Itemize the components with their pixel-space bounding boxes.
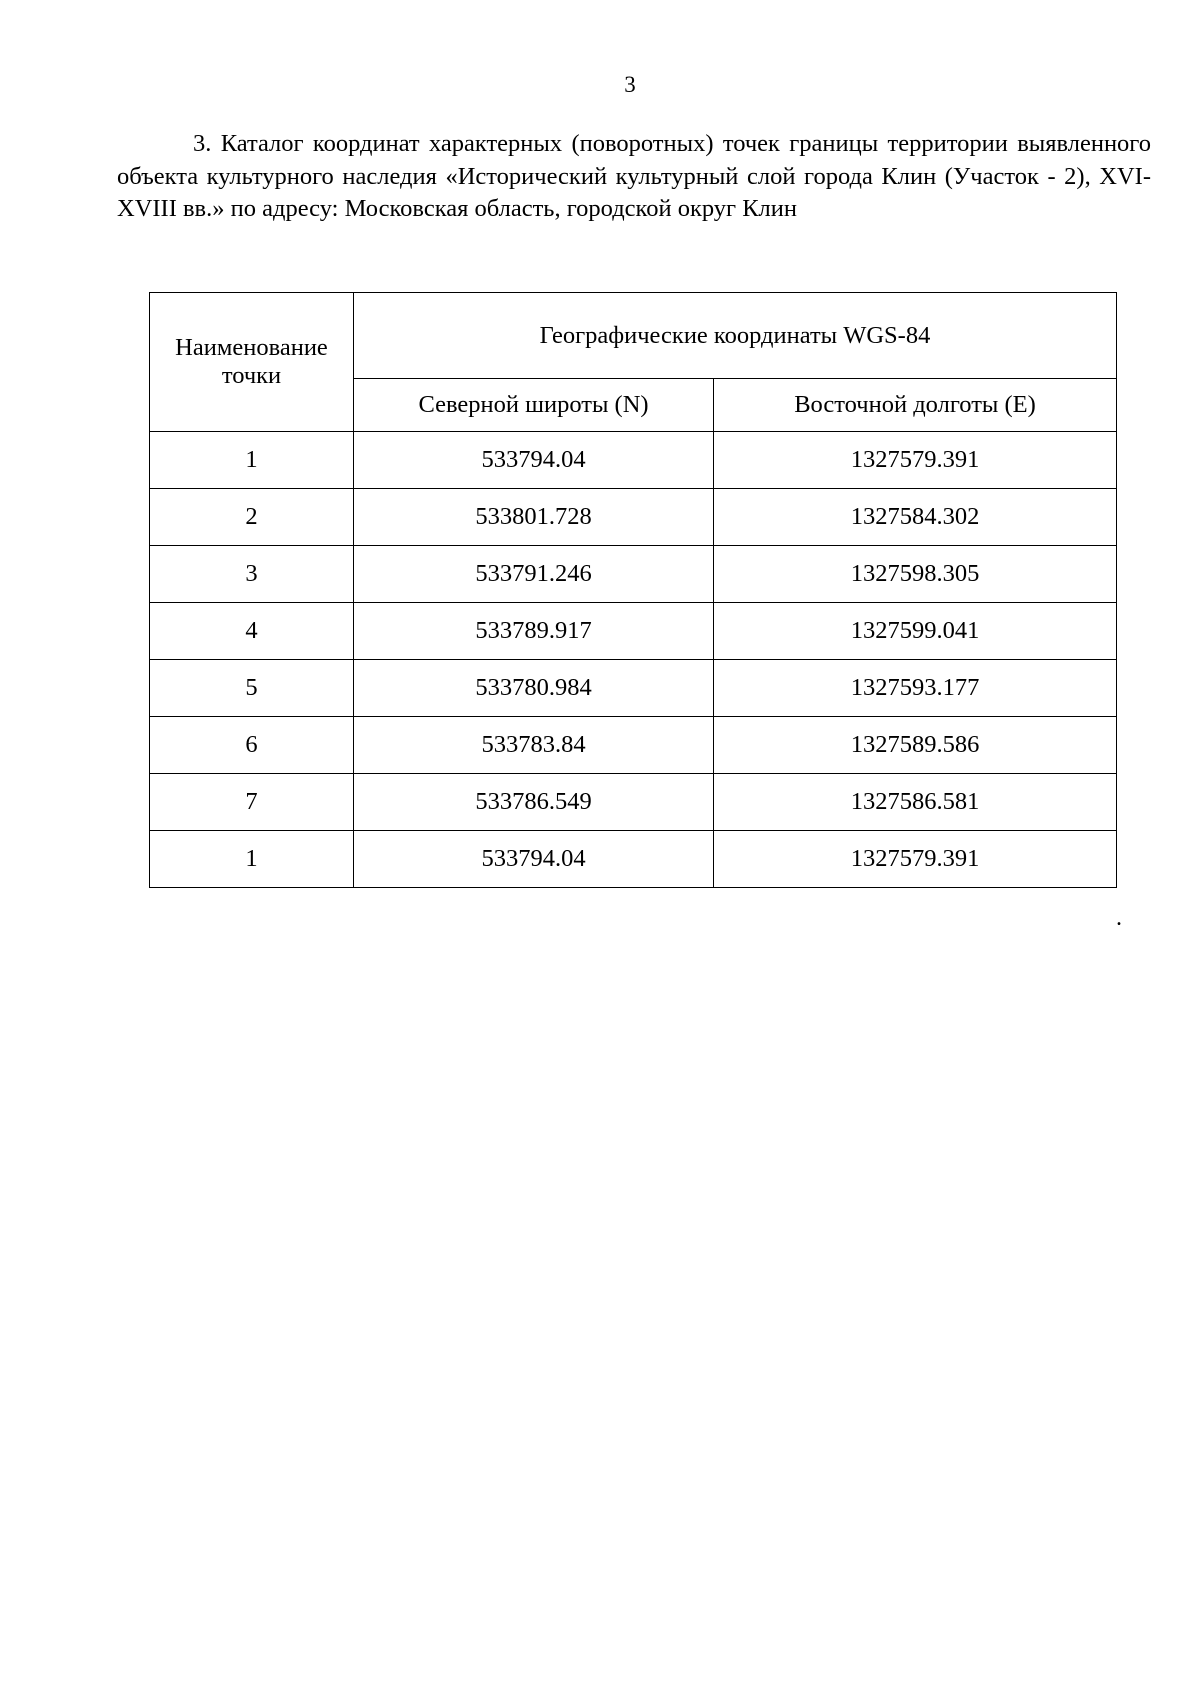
cell-east: 1327599.041 (714, 603, 1117, 660)
cell-north: 533794.04 (354, 831, 714, 888)
cell-point: 4 (150, 603, 354, 660)
table-row (150, 831, 1117, 888)
cell-point: 7 (150, 774, 354, 831)
table-row (150, 774, 1117, 831)
cell-north: 533791.246 (354, 546, 714, 603)
cell-north: 533801.728 (354, 489, 714, 546)
cell-north: 533794.04 (354, 432, 714, 489)
cell-east: 1327598.305 (714, 546, 1117, 603)
cell-north: 533786.549 (354, 774, 714, 831)
table-row (150, 546, 1117, 603)
cell-east: 1327579.391 (714, 831, 1117, 888)
coordinates-table (149, 292, 1117, 888)
header-point-name: Наименование точки (150, 293, 354, 432)
section-paragraph: 3. Каталог координат характерных (поворотных) точек границы территории выявленного объекта культурного наследия «Исторический культурный слой города Клин (Участок - 2), XVI-XVIII вв.» по адресу: Московская область, городской округ Клин (117, 130, 1151, 223)
cell-point: 3 (150, 546, 354, 603)
header-north-latitude: Северной широты (N) (354, 379, 714, 432)
table-row (150, 603, 1117, 660)
cell-east: 1327593.177 (714, 660, 1117, 717)
header-east-longitude: Восточной долготы (E) (714, 379, 1117, 432)
cell-east: 1327589.586 (714, 717, 1117, 774)
cell-east: 1327586.581 (714, 774, 1117, 831)
table-row (150, 660, 1117, 717)
cell-north: 533780.984 (354, 660, 714, 717)
cell-north: 533789.917 (354, 603, 714, 660)
header-coordinates: Географические координаты WGS-84 (354, 293, 1117, 379)
page-number: 3 (624, 72, 636, 97)
cell-east: 1327584.302 (714, 489, 1117, 546)
cell-point: 1 (150, 432, 354, 489)
cell-point: 2 (150, 489, 354, 546)
trailing-mark: . (1116, 905, 1122, 931)
cell-point: 1 (150, 831, 354, 888)
table-row (150, 489, 1117, 546)
cell-east: 1327579.391 (714, 432, 1117, 489)
table-row (150, 717, 1117, 774)
cell-point: 6 (150, 717, 354, 774)
table-row (150, 432, 1117, 489)
cell-north: 533783.84 (354, 717, 714, 774)
cell-point: 5 (150, 660, 354, 717)
